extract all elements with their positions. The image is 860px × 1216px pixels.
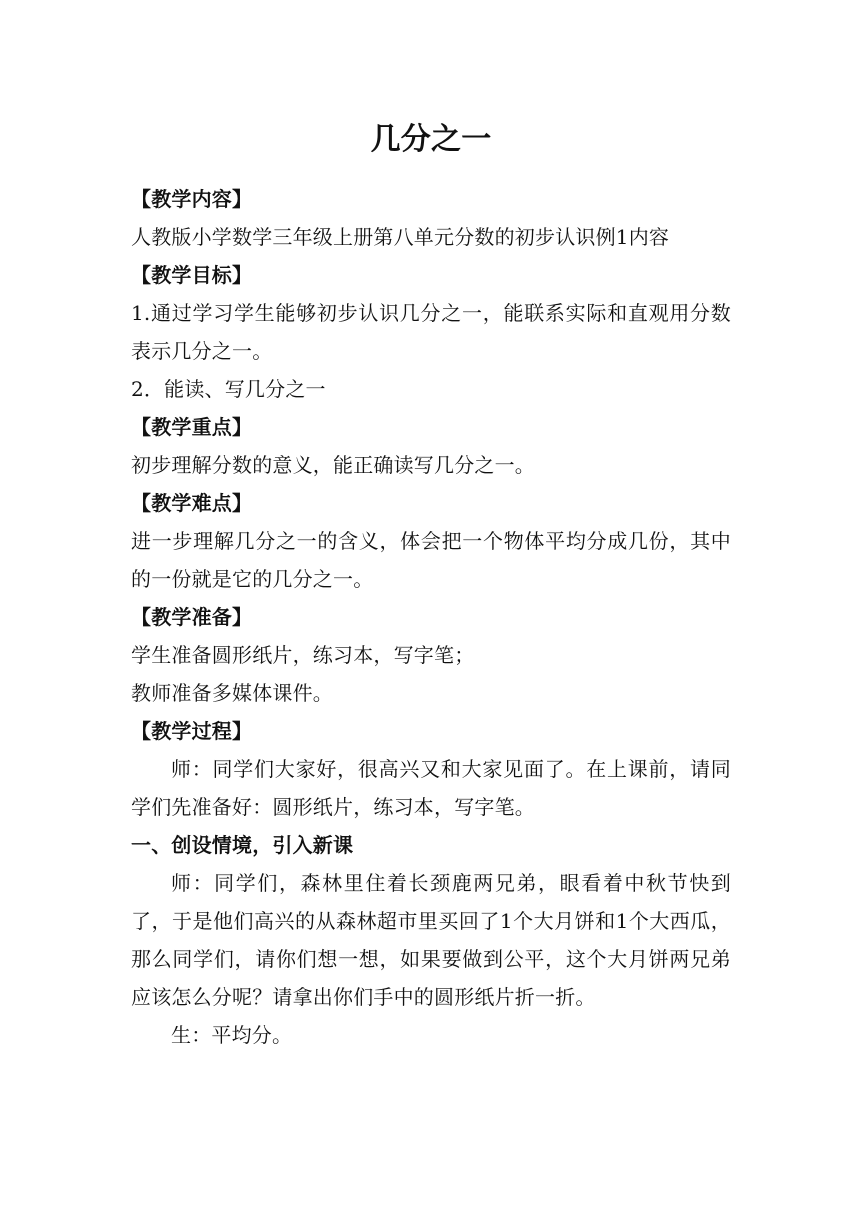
teaching-objectives-heading: 【教学目标】	[131, 263, 253, 287]
teaching-content-text: 人教版小学数学三年级上册第八单元分数的初步认识例1内容	[131, 225, 670, 249]
part-one-title: 一、创设情境，引入新课	[131, 833, 354, 857]
document-body	[131, 118, 731, 1054]
objective-item-1: 1.通过学习学生能够初步认识几分之一，能联系实际和直观用分数表示几分之一。	[131, 301, 731, 363]
teaching-key-points-text: 初步理解分数的意义，能正确读写几分之一。	[131, 453, 535, 477]
teaching-process-heading: 【教学过程】	[131, 719, 253, 743]
part-one-student-paragraph: 生：平均分。	[171, 1023, 293, 1047]
teaching-preparation-heading: 【教学准备】	[131, 605, 253, 629]
objective-item-2: 2．能读、写几分之一	[131, 377, 326, 401]
teacher-preparation-text: 教师准备多媒体课件。	[131, 681, 333, 705]
part-one-teacher-paragraph: 师：同学们，森林里住着长颈鹿两兄弟，眼看着中秋节快到了，于是他们高兴的从森林超市里买回了1个大月饼和1个大西瓜，那么同学们，请你们想一想，如果要做到公平，这个大月饼两兄弟应该怎么分呢？请拿出你们手中的圆形纸片折一折。	[131, 871, 731, 1009]
teaching-content-heading: 【教学内容】	[131, 187, 253, 211]
teaching-difficulty-heading: 【教学难点】	[131, 491, 253, 515]
teaching-key-points-heading: 【教学重点】	[131, 415, 253, 439]
teaching-difficulty-text: 进一步理解几分之一的含义，体会把一个物体平均分成几份，其中的一份就是它的几分之一。	[131, 529, 731, 591]
student-preparation-text: 学生准备圆形纸片，练习本，写字笔；	[131, 643, 475, 667]
process-intro-paragraph: 师：同学们大家好，很高兴又和大家见面了。在上课前，请同学们先准备好：圆形纸片，练习本，写字笔。	[131, 757, 731, 819]
document-title: 几分之一	[370, 122, 492, 157]
